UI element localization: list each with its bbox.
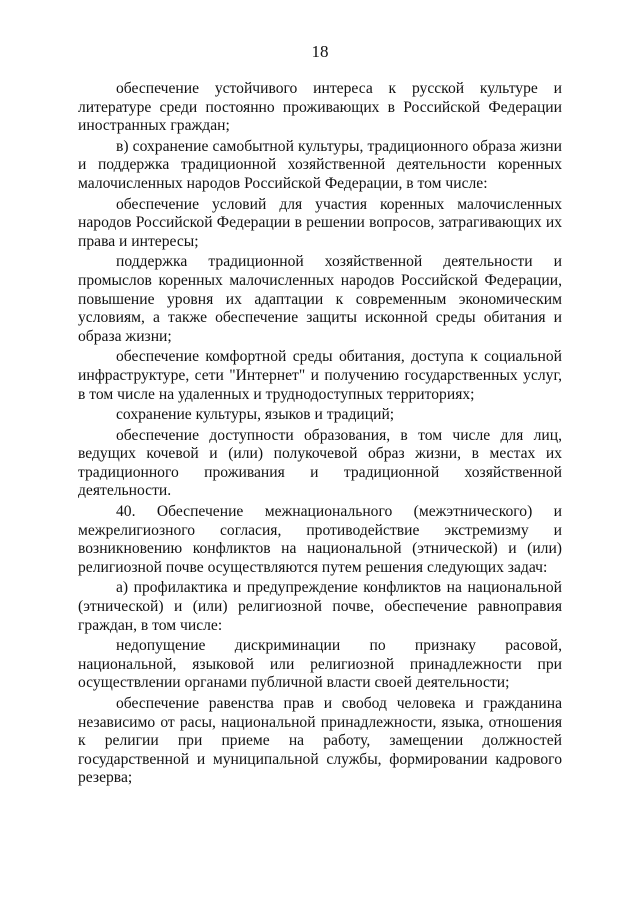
- paragraph-conflict-prevention: а) профилактика и предупреждение конфликтов на национальной (этнической) и (или) религиозной почве, обеспечение равноправия граждан, в том числе:: [78, 579, 562, 634]
- document-body: [78, 80, 562, 790]
- paragraph-traditional-economy: поддержка традиционной хозяйственной деятельности и промыслов коренных малочисленных народов Российской Федерации, повышение уровня их адаптации к современным экономическим условиям, а также обеспечение защиты исконной среды обитания и образа жизни;: [78, 253, 562, 345]
- paragraph-equal-rights: обеспечение равенства прав и свобод человека и гражданина независимо от расы, национальной принадлежности, языка, отношения к религии при приеме на работу, замещении должностей государственной и муниципальной службы, формировании кадрового резерва;: [78, 695, 562, 787]
- page-number: 18: [311, 42, 329, 61]
- paragraph-culture-languages: сохранение культуры, языков и традиций;: [116, 406, 395, 424]
- paragraph-foreign-citizens-interest: обеспечение устойчивого интереса к русской культуре и литературе среди постоянно проживающих в Российской Федерации иностранных граждан;: [78, 80, 562, 135]
- paragraph-comfortable-environment: обеспечение комфортной среды обитания, доступа к социальной инфраструктуре, сети "Интернет" и получению государственных услуг, в том числе на удаленных и труднодоступных территориях;: [78, 348, 562, 403]
- paragraph-non-discrimination: недопущение дискриминации по признаку расовой, национальной, языковой или религиозной принадлежности при осуществлении органами публичной власти своей деятельности;: [78, 637, 562, 692]
- paragraph-education-access: обеспечение доступности образования, в том числе для лиц, ведущих кочевой и (или) полукочевой образ жизни, в местах их традиционного проживания и традиционной хозяйственной деятельности.: [78, 426, 562, 500]
- paragraph-indigenous-culture: в) сохранение самобытной культуры, традиционного образа жизни и поддержка традиционной хозяйственной деятельности коренных малочисленных народов Российской Федерации, в том числе:: [78, 137, 562, 192]
- paragraph-indigenous-participation: обеспечение условий для участия коренных малочисленных народов Российской Федерации в решении вопросов, затрагивающих их права и интересы;: [78, 195, 562, 250]
- paragraph-item-40: 40. Обеспечение межнационального (межэтнического) и межрелигиозного согласия, противодействие экстремизму и возникновению конфликтов на национальной (этнической) и (или) религиозной почве осуществляются путем решения следующих задач:: [78, 503, 562, 576]
